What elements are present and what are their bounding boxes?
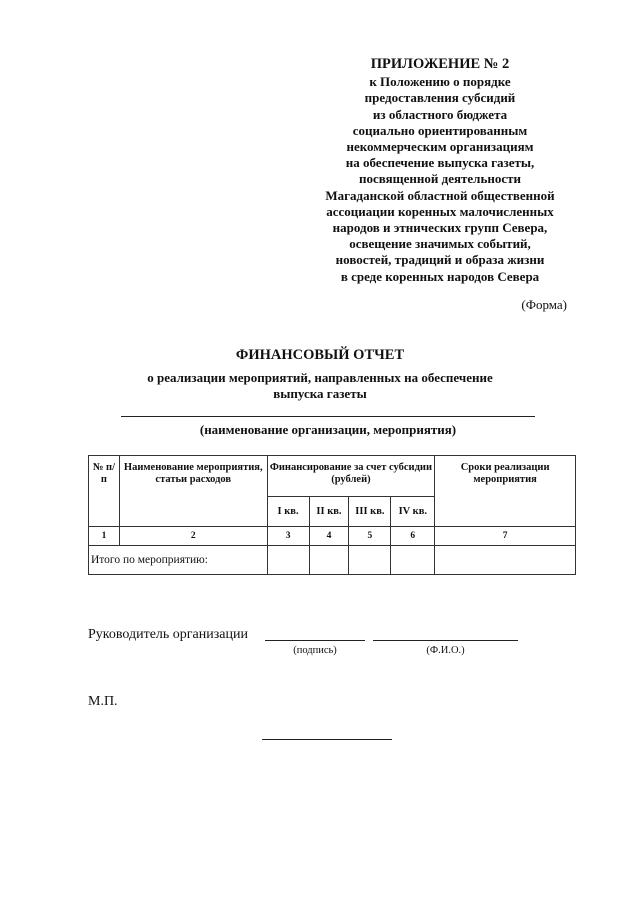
report-subtitle [110,370,530,402]
total-row [89,546,576,575]
total-label: Итого по мероприятию: [89,546,268,575]
appendix-line: посвященной деятельности [359,171,521,187]
column-number: 7 [435,527,576,546]
subtitle-line: о реализации мероприятий, направленных на обеспечение [147,370,493,385]
total-cell-terms [435,546,576,575]
header-terms: Сроки реализации мероприятия [435,456,576,527]
header-item-name: Наименование мероприятия, статьи расходов [119,456,267,527]
appendix-line: предоставления субсидий [364,90,516,106]
financial-report-table [88,455,576,575]
appendix-line: из областного бюджета [372,106,508,122]
appendix-heading: ПРИЛОЖЕНИЕ № 2 [370,56,510,72]
column-number-row [89,527,576,546]
appendix-block [270,56,610,285]
appendix-line: к Положению о порядке [369,74,511,90]
signature-label: Руководитель организации [88,627,248,642]
header-quarter-3: III кв. [349,497,391,527]
column-number: 5 [349,527,391,546]
column-number: 1 [89,527,120,546]
column-number: 2 [119,527,267,546]
subtitle-line: выпуска газеты [273,386,367,401]
appendix-line: в среде коренных народов Севера [340,268,540,284]
appendix-line: некоммерческим организациям [346,139,534,155]
organization-name-line [121,416,535,417]
organization-name-caption: (наименование организации, мероприятия) [199,422,457,437]
total-cell-q4 [391,546,435,575]
total-cell-q1 [267,546,309,575]
appendix-line: на обеспечение выпуска газеты, [345,155,535,171]
header-quarter-2: II кв. [309,497,349,527]
header-number: № п/п [89,456,120,527]
appendix-line: народов и этнических групп Севера, [332,220,548,236]
column-number: 3 [267,527,309,546]
total-cell-q2 [309,546,349,575]
total-cell-q3 [349,546,391,575]
signature-caption: (подпись) [293,645,337,656]
form-note: (Форма) [521,297,567,312]
appendix-line: социально ориентированным [352,122,528,138]
full-name-caption: (Ф.И.О.) [426,645,465,656]
appendix-line: освещение значимых событий, [349,236,531,252]
column-number: 4 [309,527,349,546]
appendix-line: Магаданской областной общественной [325,187,555,203]
bottom-separator-line [262,739,392,740]
signature-line [265,640,365,641]
appendix-line: ассоциации коренных малочисленных [326,203,554,219]
header-financing: Финансирование за счет субсидии (рублей) [267,456,435,497]
header-quarter-1: I кв. [267,497,309,527]
full-name-line [373,640,518,641]
table-header-row [89,456,576,497]
header-quarter-4: IV кв. [391,497,435,527]
report-title: ФИНАНСОВЫЙ ОТЧЕТ [235,347,405,363]
column-number: 6 [391,527,435,546]
stamp-placeholder: М.П. [88,694,118,709]
appendix-line: новостей, традиций и образа жизни [335,252,545,268]
